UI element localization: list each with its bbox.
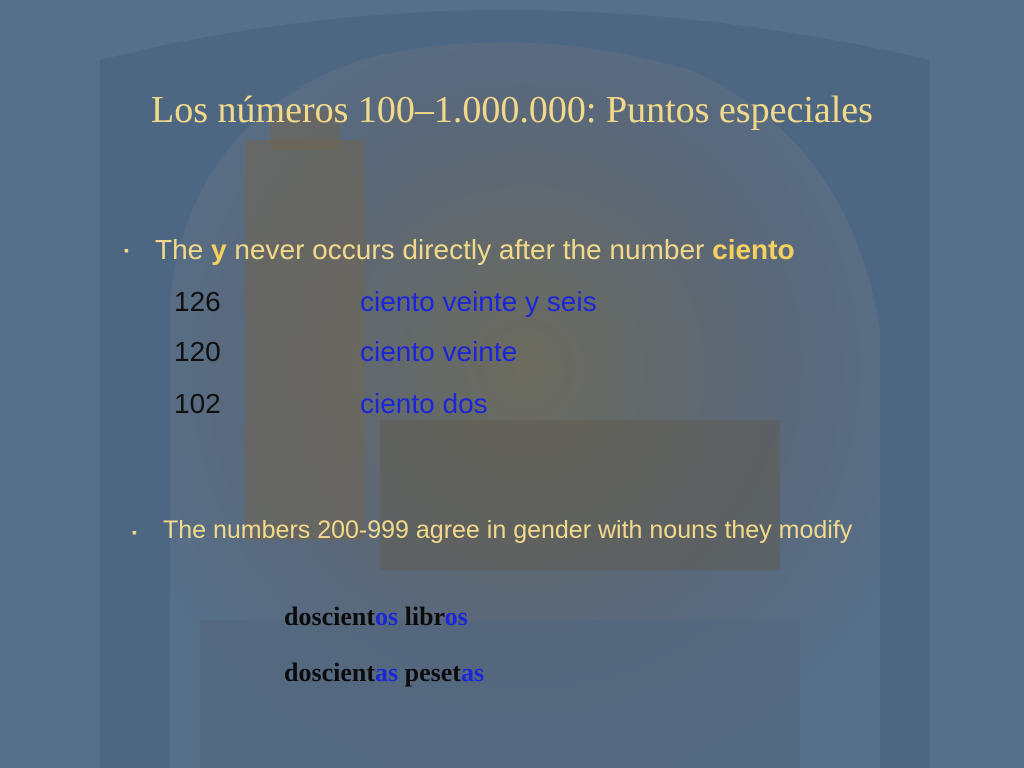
example-number: 120 [174,336,221,367]
example-words: ciento veinte y seis [360,286,597,317]
bullet-text [155,232,795,268]
highlight-y: y [211,234,227,265]
suffix: as [460,658,485,687]
bullet-text: The numbers 200-999 agree in gender with nouns they modify [162,516,853,544]
gender-example-feminine [284,656,484,690]
stem: doscient [284,602,375,631]
bullet-marker-icon: ▪ [124,242,129,258]
bullet-text-part: The [154,234,211,265]
example-number: 102 [174,388,221,419]
stem: libr [398,602,445,631]
slide-title: Los números 100–1.000.000: Puntos especiales [151,89,873,131]
suffix: as [375,658,399,687]
bullet-marker-icon: ▪ [132,524,137,540]
gender-example-masculine [284,600,468,634]
bullet-text-part: never occurs directly after the number [226,234,713,265]
bullet-y-rule [124,232,795,268]
stem: peset [398,658,461,687]
bullet-gender-rule [132,512,892,548]
example-words: ciento veinte [360,336,518,367]
suffix: os [444,602,468,631]
stem: doscient [284,658,375,687]
example-number: 126 [174,286,221,317]
suffix: os [375,602,399,631]
highlight-ciento: ciento [712,234,795,265]
example-words: ciento dos [360,388,488,419]
